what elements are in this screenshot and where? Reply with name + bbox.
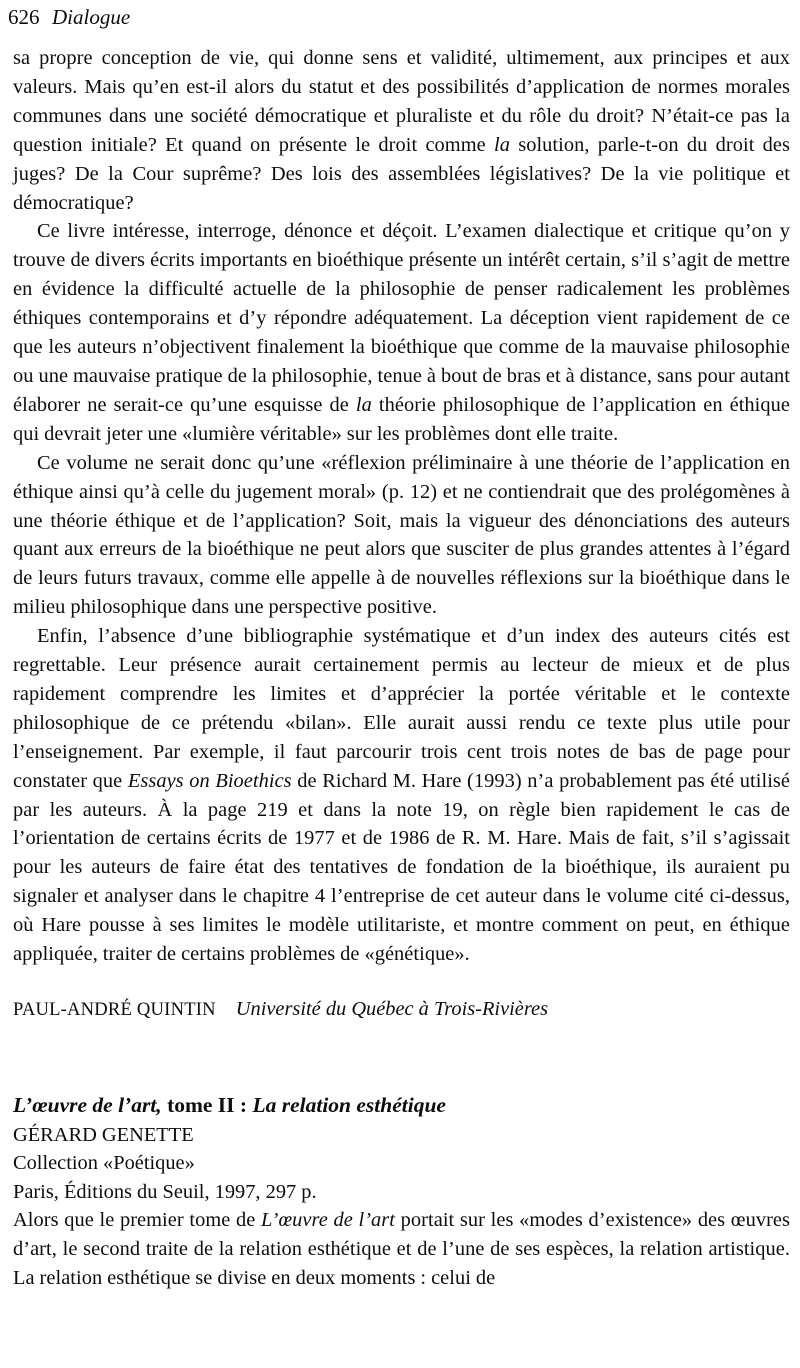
running-title: Dialogue	[52, 5, 131, 29]
book-author: GÉRARD GENETTE	[13, 1123, 194, 1146]
text-column	[13, 44, 790, 1293]
book-imprint: Paris, Éditions du Seuil, 1997, 297 p.	[13, 1180, 317, 1203]
reviewer-affiliation: Université du Québec à Trois-Rivières	[235, 998, 549, 1020]
book-title-heading: L’œuvre de l’art, tome II : La relation esthétique	[13, 1092, 446, 1117]
reviewer-name: PAUL-ANDRÉ QUINTIN	[13, 999, 216, 1020]
paragraph: Ce volume ne serait donc qu’une «réflexion préliminaire à une théorie de l’application en éthique ainsi qu’à celle du jugement moral» (p. 12) et ne contiendrait que des prolégomènes à une théorie éthique et de l’application? Soit, mais la vigueur des dénonciations des auteurs quant aux erreurs de la bioéthique ne peut alors que susciter de plus grandes attentes à l’égard de leurs futurs travaux, comme elle appelle à de nouvelles réflexions sur la bioéthique dans le milieu philosophique dans une perspective positive.	[13, 451, 790, 619]
reviewer-signature	[13, 995, 790, 1025]
running-head	[8, 2, 792, 32]
paragraph: Ce livre intéresse, interroge, dénonce et déçoit. L’examen dialectique et critique qu’on y trouve de divers écrits importants en bioéthique présente un intérêt certain, s’il s’agit de mettre en évidence la difficulté actuelle de la philosophie de penser radicalement les problèmes éthiques contemporains et d’y répondre adéquatement. La déception vient rapidement de ce que les auteurs n’objectivent finalement la bioéthique que comme de la mauvaise philosophie ou une mauvaise pratique de la philosophie, tenue à bout de bras et à distance, sans pour autant élaborer ne serait-ce qu’une esquisse de la théorie philosophique de l’application en éthique qui devrait jeter une «lumière véritable» sur les problèmes dont elle traite.	[13, 220, 790, 445]
book-collection: Collection «Poétique»	[13, 1152, 195, 1175]
paragraph: sa propre conception de vie, qui donne sens et validité, ultimement, aux principes et aux valeurs. Mais qu’en est-il alors du statut et des possibilités d’application de normes morales communes dans une société démocratique et pluraliste et du rôle du droit? N’était-ce pas la question initiale? Et quand on présente le droit comme la solution, parle-t-on du droit des juges? De la Cour suprême? Des lois des assemblées législatives? De la vie politique et démocratique?	[13, 47, 791, 214]
paragraph: Alors que le premier tome de L’œuvre de l’art portait sur les «modes d’existence» des œuvres d’art, le second traite de la relation esthétique et de l’une de ses espèces, la relation artistique. La relation esthétique se divise en deux moments : celui de	[13, 1208, 790, 1289]
page-folio: 626	[8, 5, 40, 29]
paragraph: Enfin, l’absence d’une bibliographie systématique et d’un index des auteurs cités est regrettable. Leur présence aurait certainement permis au lecteur de mieux et de plus rapidement comprendre les limites et d’apprécier la portée véritable et le contexte philosophique de ce prétendu «bilan». Elle aurait aussi rendu ce texte plus utile pour l’enseignement. Par exemple, il faut parcourir trois cent trois notes de bas de page pour constater que Essays on Bioethics de Richard M. Hare (1993) n’a probablement pas été utilisé par les auteurs. À la page 219 et dans la note 19, on règle bien rapidement le cas de l’orientation de certains écrits de 1977 et de 1986 de R. M. Hare. Mais de fait, s’il s’agissait pour les auteurs de faire état des tentatives de fondation de la bioéthique, ils auraient pu signaler et analyser dans le chapitre 4 l’entreprise de cet auteur dans le volume cité ci-dessus, où Hare pousse à ses limites le modèle utilitariste, et montre comment on peut, en éthique appliquée, traiter de certains problèmes de «génétique».	[13, 625, 791, 966]
bibliographic-block	[13, 1121, 790, 1206]
